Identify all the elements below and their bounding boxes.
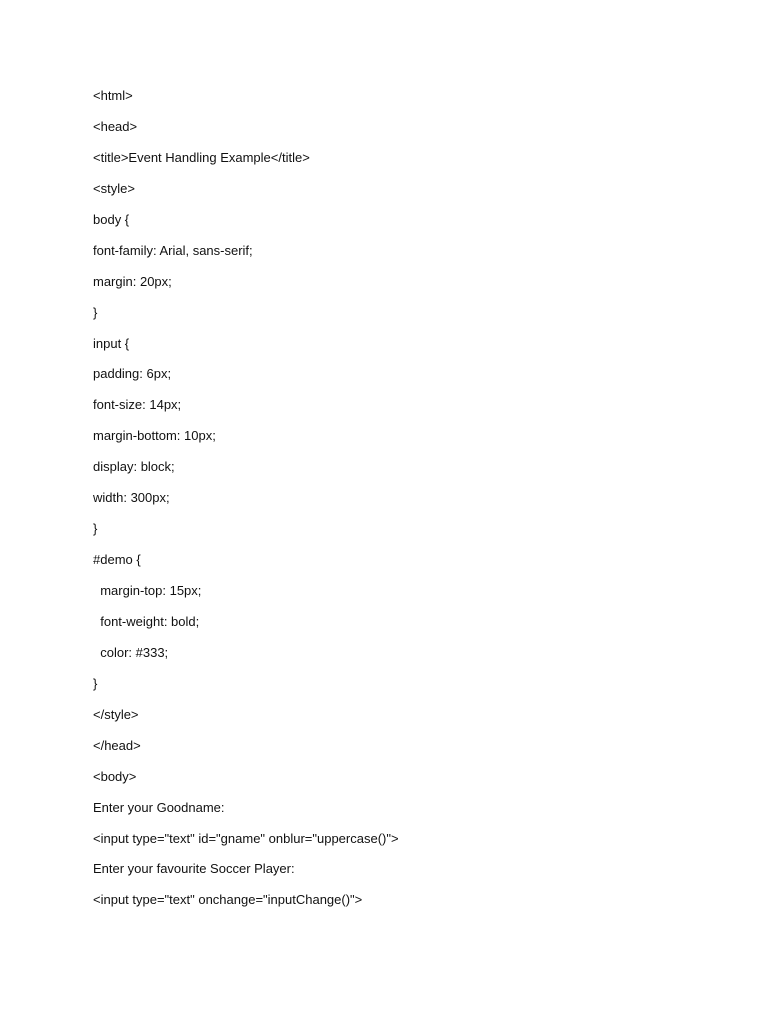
- code-line: #demo {: [93, 552, 141, 568]
- code-listing: [93, 85, 733, 920]
- code-line: margin-bottom: 10px;: [93, 428, 216, 444]
- code-line: color: #333;: [93, 644, 169, 660]
- code-line: input {: [93, 335, 130, 351]
- code-line: }: [93, 675, 98, 691]
- code-line: margin: 20px;: [93, 273, 172, 289]
- code-line: <html>: [93, 88, 133, 103]
- code-line: <style>: [93, 180, 135, 196]
- code-line: display: block;: [93, 459, 175, 475]
- code-line: Enter your favourite Soccer Player:: [93, 861, 295, 877]
- code-line: </style>: [93, 706, 139, 722]
- code-line: width: 300px;: [93, 490, 170, 506]
- code-line: }: [93, 304, 98, 320]
- code-line: </head>: [93, 737, 141, 753]
- code-line: <input type="text" id="gname" onblur="uppercase()">: [93, 830, 399, 846]
- code-line: font-weight: bold;: [93, 613, 200, 629]
- code-line: <body>: [93, 768, 137, 784]
- code-line: <head>: [93, 118, 138, 134]
- code-line: margin-top: 15px;: [93, 583, 202, 598]
- code-line: padding: 6px;: [93, 366, 172, 382]
- code-line: Enter your Goodname:: [93, 799, 225, 815]
- code-line: font-size: 14px;: [93, 397, 182, 413]
- code-line: }: [93, 521, 98, 537]
- code-line: font-family: Arial, sans-serif;: [93, 242, 253, 258]
- code-line: <title>Event Handling Example</title>: [93, 149, 310, 165]
- code-line: body {: [93, 211, 130, 227]
- code-line: <input type="text" onchange="inputChange()">: [93, 892, 363, 908]
